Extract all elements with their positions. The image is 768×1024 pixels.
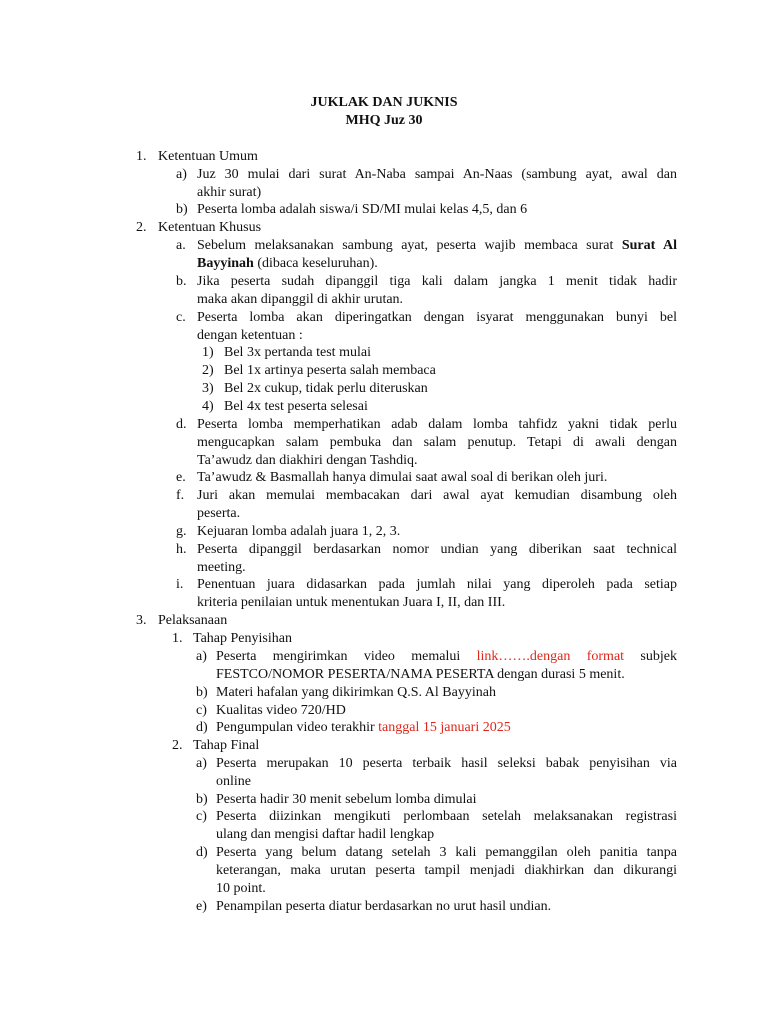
list-item-label: f. — [176, 488, 185, 503]
list-item-text: Kejuaran lomba adalah juara 1, 2, 3. — [197, 524, 401, 539]
list-item-text: Juz 30 mulai dari surat An-Naba sampai An-Naas (sambung ayat, awal dan — [197, 167, 677, 182]
list-item-label: e) — [196, 899, 207, 914]
list-item-label: a) — [176, 167, 187, 182]
list-item-label: b. — [176, 274, 187, 289]
list-item-text: Pelaksanaan — [158, 613, 228, 628]
list-item-label: c) — [196, 809, 207, 824]
list-item-text: Peserta lomba adalah siswa/i SD/MI mulai kelas 4,5, dan 6 — [197, 202, 528, 217]
list-item-text: Penentuan juara didasarkan pada jumlah nilai yang diperoleh pada setiap — [197, 577, 677, 592]
list-item-text: ulang dan mengisi daftar hadil lengkap — [216, 826, 435, 842]
list-item-label: 1. — [172, 631, 183, 646]
list-item-text: online — [216, 773, 251, 789]
list-item-label: 2. — [136, 220, 147, 235]
list-item-label: e. — [176, 470, 186, 485]
list-item-text: mengucapkan salam pembuka dan salam penutup. Tetapi di awali dengan — [197, 434, 677, 450]
list-item-text: dengan ketentuan : — [197, 327, 303, 343]
document-subtitle: MHQ Juz 30 — [345, 113, 423, 128]
list-item-label: 2. — [172, 738, 183, 753]
list-item-label: b) — [196, 685, 208, 700]
list-item-text: Bel 3x pertanda test mulai — [224, 345, 371, 360]
list-item-label: c. — [176, 310, 186, 325]
list-item-text: akhir surat) — [197, 184, 262, 200]
list-item-text: Peserta lomba akan diperingatkan dengan isyarat menggunakan bunyi bel — [197, 310, 677, 325]
document-title: JUKLAK DAN JUKNIS — [310, 95, 458, 110]
list-item-text: kriteria penilaian untuk menentukan Juara I, II, dan III. — [197, 594, 506, 610]
list-item-label: b) — [196, 792, 208, 807]
list-item-text: maka akan dipanggil di akhir urutan. — [197, 291, 404, 307]
list-item-text: Peserta lomba memperhatikan adab dalam lomba tahfidz yakni tidak perlu — [197, 417, 677, 432]
list-item-label: b) — [176, 202, 188, 217]
list-item-label: 3. — [136, 613, 147, 628]
list-item-text: Bel 4x test peserta selesai — [224, 399, 368, 414]
list-item-text: Bel 2x cukup, tidak perlu diteruskan — [224, 381, 428, 396]
list-item-label: h. — [176, 542, 187, 557]
list-item-text: Peserta hadir 30 menit sebelum lomba dimulai — [216, 792, 477, 807]
list-item-label: 3) — [202, 381, 214, 396]
list-item-label: g. — [176, 524, 187, 539]
list-item-text: meeting. — [197, 559, 246, 575]
list-item-text: Peserta diizinkan mengikuti perlombaan setelah melaksanakan registrasi — [216, 809, 677, 824]
list-item-text: Peserta yang belum datang setelah 3 kali pemanggilan oleh panitia tanpa — [216, 845, 677, 860]
list-item-text: Ketentuan Umum — [158, 149, 258, 164]
list-item-text: Ta’awudz & Basmallah hanya dimulai saat awal soal di berikan oleh juri. — [197, 470, 608, 485]
list-item-text: Ketentuan Khusus — [158, 220, 262, 235]
list-item-text: Materi hafalan yang dikirimkan Q.S. Al Bayyinah — [216, 685, 496, 700]
list-item-text: 10 point. — [216, 880, 266, 896]
list-item-text: Peserta mengirimkan video memalui link…….dengan format subjek — [216, 649, 677, 664]
list-item-text: Jika peserta sudah dipanggil tiga kali dalam jangka 1 menit tidak hadir — [197, 274, 677, 289]
list-item-label: a) — [196, 649, 207, 664]
list-item-text: Penampilan peserta diatur berdasarkan no urut hasil undian. — [216, 899, 552, 914]
list-item-text: Bayyinah (dibaca keseluruhan). — [197, 255, 378, 271]
list-item-text: FESTCO/NOMOR PESERTA/NAMA PESERTA dengan durasi 5 menit. — [216, 666, 625, 682]
list-item-text: Ta’awudz dan diakhiri dengan Tashdiq. — [197, 452, 418, 468]
list-item-text: Bel 1x artinya peserta salah membaca — [224, 363, 436, 378]
list-item-label: a) — [196, 756, 207, 771]
list-item-text: Sebelum melaksanakan sambung ayat, peserta wajib membaca surat Surat Al — [197, 238, 677, 253]
list-item-label: 4) — [202, 399, 214, 414]
list-item-text: Pengumpulan video terakhir tanggal 15 januari 2025 — [216, 720, 511, 735]
list-item-text: Juri akan memulai membacakan dari awal ayat kemudian disambung oleh — [197, 488, 677, 503]
list-item-label: 2) — [202, 363, 214, 378]
list-item-text: Peserta dipanggil berdasarkan nomor undian yang diberikan saat technical — [197, 542, 677, 557]
list-item-label: d. — [176, 417, 187, 432]
list-item-label: 1) — [202, 345, 214, 360]
list-item-text: Peserta merupakan 10 peserta terbaik hasil seleksi babak penyisihan via — [216, 756, 677, 771]
list-item-label: a. — [176, 238, 186, 253]
list-item-label: d) — [196, 845, 208, 860]
list-item-text: Kualitas video 720/HD — [216, 703, 346, 718]
list-item-label: d) — [196, 720, 208, 735]
list-item-text: keterangan, maka urutan peserta tampil menjadi diakhirkan dan dikurangi — [216, 862, 677, 878]
list-item-label: i. — [176, 577, 184, 592]
list-item-text: Tahap Final — [193, 738, 260, 753]
list-item-text: peserta. — [197, 505, 241, 521]
list-item-label: c) — [196, 703, 207, 718]
list-item-text: Tahap Penyisihan — [193, 631, 292, 646]
list-item-label: 1. — [136, 149, 147, 164]
